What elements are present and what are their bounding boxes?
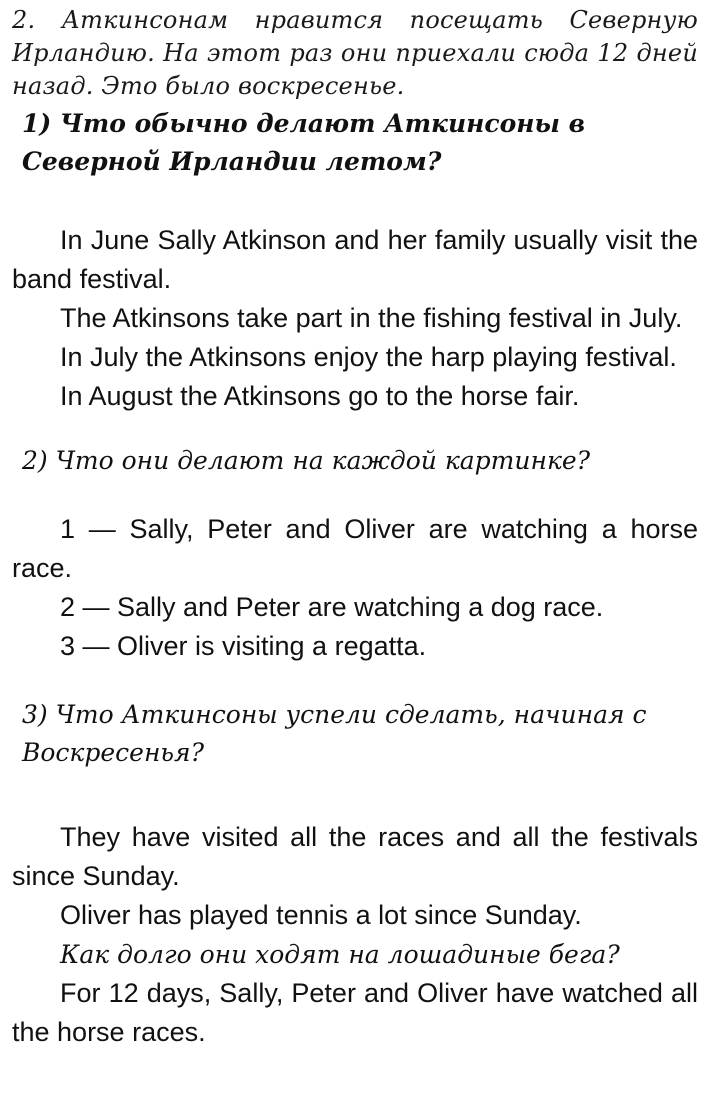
answer-1-1: In June Sally Atkinson and her family usually visit the band festival. bbox=[12, 225, 698, 294]
answers-2 bbox=[12, 510, 698, 666]
sub-question: Как долго они ходят на лошадиные бега? bbox=[60, 940, 620, 969]
answer-2-1: 1 — Sally, Peter and Oliver are watching a horse race. bbox=[12, 514, 698, 583]
answer-1-3: In July the Atkinsons enjoy the harp playing festival. bbox=[60, 342, 677, 372]
answers-3 bbox=[12, 818, 698, 1052]
answer-2-2: 2 — Sally and Peter are watching a dog race. bbox=[60, 592, 604, 622]
answer-3-2: Oliver has played tennis a lot since Sunday. bbox=[60, 900, 582, 930]
answer-1-4: In August the Atkinsons go to the horse fair. bbox=[60, 381, 580, 411]
answer-3-1: They have visited all the races and all the festivals since Sunday. bbox=[12, 822, 698, 891]
answers-1 bbox=[12, 221, 698, 416]
task-intro: 2. Аткинсонам нравится посещать Северную Ирландию. На этот раз они приехали сюда 12 дней назад. Это было воскресенье. bbox=[12, 6, 698, 100]
question-2: 2) Что они делают на каждой картинке? bbox=[22, 446, 591, 475]
answer-1-2: The Atkinsons take part in the fishing festival in July. bbox=[60, 303, 683, 333]
question-1: 1) Что обычно делают Аткинсоны в Северной Ирландии летом? bbox=[22, 109, 586, 176]
answer-2-3: 3 — Oliver is visiting a regatta. bbox=[60, 631, 427, 661]
question-3: 3) Что Аткинсоны успели сделать, начиная с Воскресенья? bbox=[22, 700, 647, 767]
answer-3-4: For 12 days, Sally, Peter and Oliver have watched all the horse races. bbox=[12, 978, 698, 1047]
